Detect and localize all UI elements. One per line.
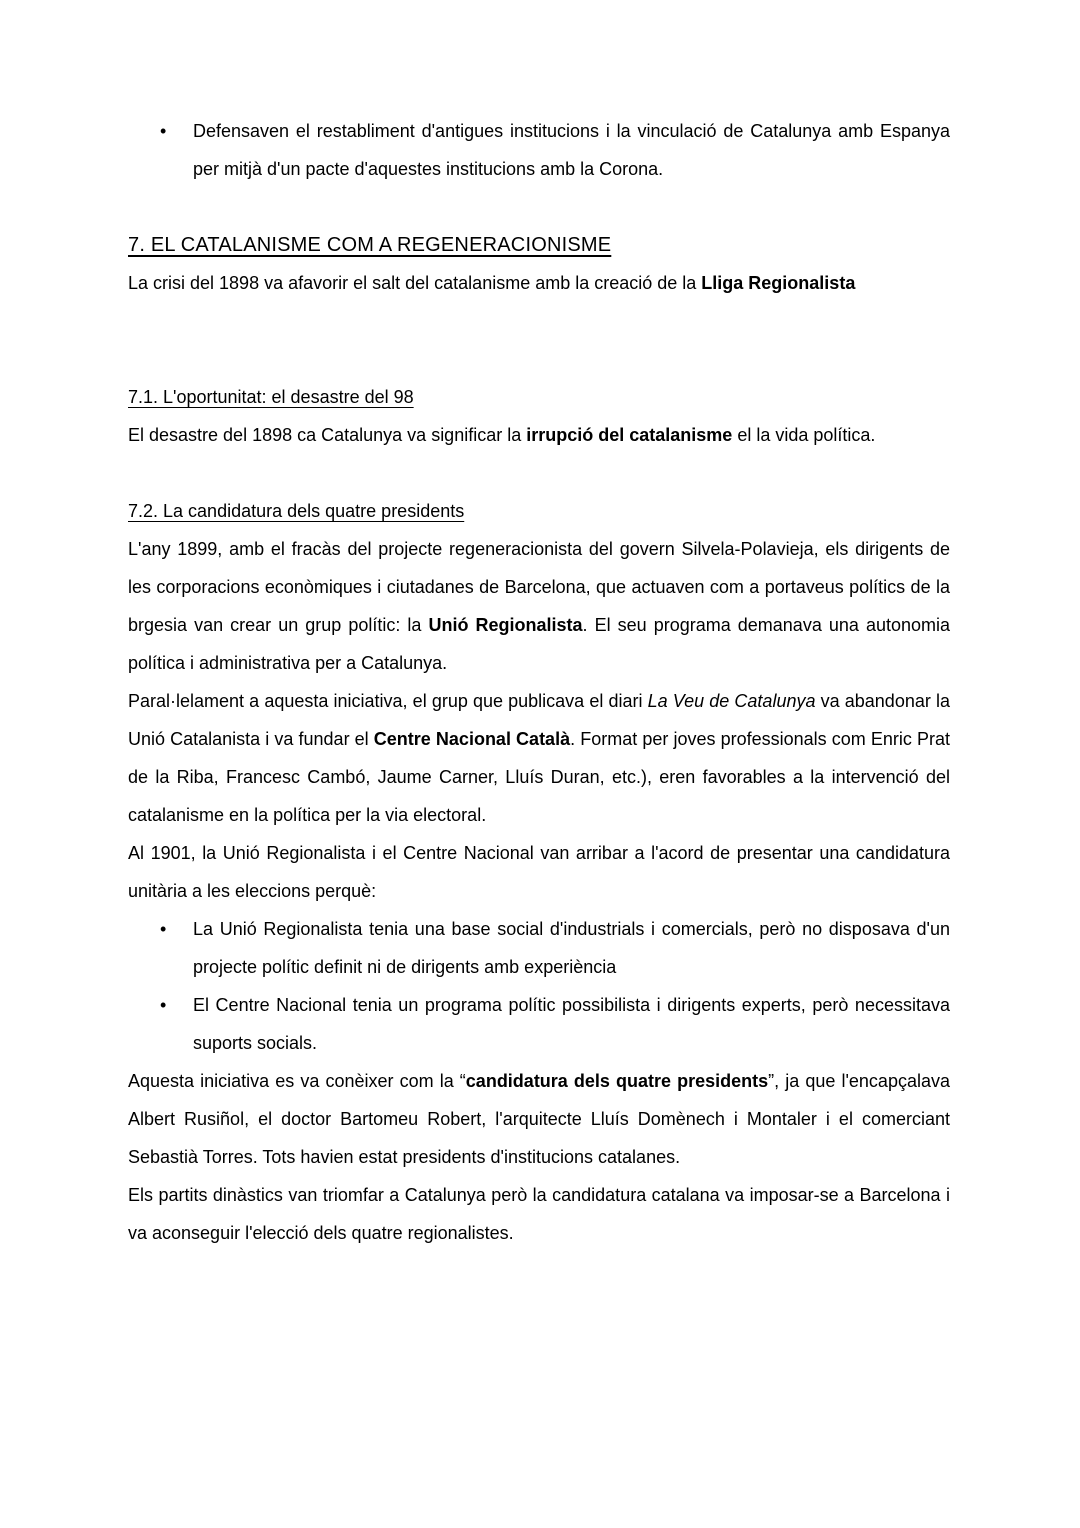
text-run: 7.2. La candidatura dels quatre presidents [128,501,465,521]
section-heading [128,226,950,264]
text-run: Aquesta iniciativa es va conèixer com la “ [128,1071,466,1091]
text-run: Paral·lelament a aquesta iniciativa, el grup que publicava el diari [128,691,648,711]
blank-line [128,188,950,226]
text-run: La Unió Regionalista tenia una base social d'industrials i comercials, però no disposava d'un projecte polític definit ni de dirigents amb experiència [193,919,950,977]
text-run: . Format per joves professionals com Enric Prat de la Riba, Francesc Cambó, Jaume Carner, Lluís Duran, etc.), eren favorables a la intervenció del catalanisme en la política per la via electoral. [128,729,950,825]
text-run: candidatura dels quatre presidents [465,1071,769,1091]
paragraph [128,834,950,910]
subsection-heading [128,492,950,530]
bullet-icon: • [160,121,167,141]
text-run: L'any 1899, amb el fracàs del projecte regeneracionista del govern Silvela-Polavieja, els dirigents de les corporacions econòmiques i ciutadanes de Barcelona, que actuaven com a portaveus polítics de la brgesia van crear un grup polític: la [128,539,950,635]
bullet-item [128,986,950,1062]
text-run: Unió Regionalista [428,615,583,635]
text-run: 7. EL CATALANISME COM A REGENERACIONISME [128,234,612,256]
text-run: Lliga Regionalista [701,273,856,293]
text-run: 7.1. L'oportunitat: el desastre del 98 [128,387,414,407]
text-run: Al 1901, la Unió Regionalista i el Centre Nacional van arribar a l'acord de presentar una candidatura unitària a les eleccions perquè: [128,843,950,901]
text-run: el la vida política. [732,425,876,445]
text-run: Els partits dinàstics van triomfar a Catalunya però la candidatura catalana va imposar-se a Barcelona i va aconseguir l'elecció dels quatre regionalistes. [128,1185,950,1243]
text-run: . El seu programa demanava una autonomia política i administrativa per a Catalunya. [128,615,951,673]
text-run: Defensaven el restabliment d'antigues institucions i la vinculació de Catalunya amb Espanya per mitjà d'un pacte d'aquestes institucions amb la Corona. [193,121,950,179]
text-run: va abandonar la Unió Catalanista i va fundar el [128,691,950,749]
paragraph [128,1176,950,1252]
text-run: La Veu de Catalunya [647,691,816,711]
paragraph [128,1062,950,1176]
bullet-text [193,919,950,977]
subsection-heading [128,378,950,416]
blank-line [128,302,950,378]
bullet-item [128,112,950,188]
bullet-text [193,121,950,179]
text-run: La crisi del 1898 va afavorir el salt del catalanisme amb la creació de la [128,273,702,293]
document-content [128,112,950,1252]
paragraph [128,682,950,834]
blank-line [128,454,950,492]
text-run: El Centre Nacional tenia un programa polític possibilista i dirigents experts, però necessitava suports socials. [193,995,950,1053]
text-run: Centre Nacional Català [373,729,571,749]
text-run: irrupció del catalanisme [526,425,733,445]
text-run: ”, ja que l'encapçalava Albert Rusiñol, el doctor Bartomeu Robert, l'arquitecte Lluís Domènech i Montaler i el comerciant Sebastià Torres. Tots havien estat presidents d'institucions catalanes. [128,1071,950,1167]
bullet-item [128,910,950,986]
text-run: El desastre del 1898 ca Catalunya va significar la [128,425,527,445]
paragraph [128,416,950,454]
bullet-icon: • [160,995,167,1015]
bullet-text [193,995,950,1053]
paragraph [128,530,950,682]
bullet-icon: • [160,919,167,939]
paragraph [128,264,950,302]
